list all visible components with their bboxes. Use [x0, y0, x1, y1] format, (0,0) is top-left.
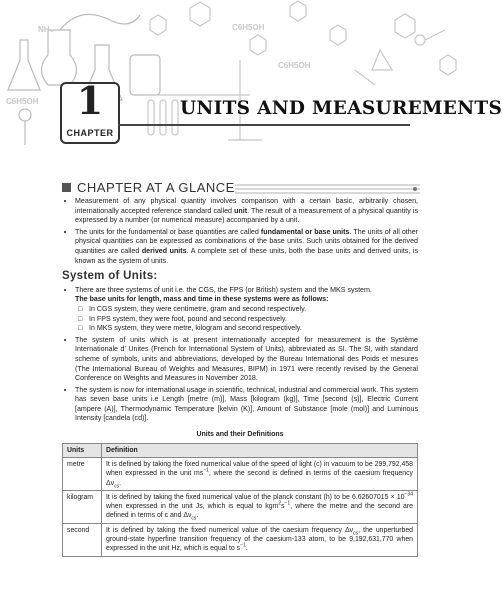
chapter-label: CHAPTER	[66, 128, 114, 138]
table-header-row	[63, 443, 418, 457]
banner-formula: NH₃	[38, 25, 54, 34]
unit-cell: kilogram	[63, 490, 102, 523]
intro-item: • The units for the fundamental or base quantities are called fundamental or base units. The units of all other physical quantities can be expressed as combinations of the base units. Such units obtained for the derived quantities are called derived units. A complete set of these units, both the base units and derived units, is known as the system of units.	[75, 228, 418, 266]
units-definitions-table	[62, 443, 418, 557]
systems-subitem: □ In FPS system, they were foot, pound and second respectively.	[89, 315, 418, 325]
banner-formula: C6H5OH	[6, 97, 39, 106]
chapter-number: 1	[76, 78, 104, 123]
chapter-title: UNITS AND MEASUREMENTS	[180, 98, 502, 119]
systems-subitem: □ In CGS system, they were centimetre, gram and second respectively.	[89, 305, 418, 315]
base-units-note: The base units for length, mass and time in these systems were as follows:	[75, 295, 329, 304]
glance-heading-text: CHAPTER AT A GLANCE	[77, 180, 235, 195]
chapter-banner	[0, 0, 502, 150]
intro-list	[62, 197, 418, 266]
header-units: Units	[63, 443, 102, 457]
systems-item: • There are three systems of unit i.e. the CGS, the FPS (or British) system and the MKS system. The base units for length, mass and time in these systems were as follows: □ In CGS system, they were centimetre, gram and second respectively. □ In FPS system, they were foot, pound and second respectively. □ In MKS system, they were metre, kilogram and second respectively.	[75, 286, 418, 334]
unit-cell: second	[63, 523, 102, 556]
definition-cell: It is defined by taking the fixed numerical value of the caesium frequency $\Delta\nu_{cs}$, the unperturbed ground-state hyperfine transition frequency of the caesium-133 atom, to be 9,192,631,770 when expressed in the unit Hz, which is equal to $s^{-1}$.	[102, 523, 418, 556]
title-underline	[118, 124, 410, 126]
definition-cell: It is defined by taking the fixed numerical value of the speed of light (c) in vacuum to be 299,792,458 when expressed in the unit $ms^{-1}$, where the second is defined in terms of the caesium frequency $\Delta\nu_{cs}$.	[102, 457, 418, 490]
chapter-content	[62, 197, 418, 557]
systems-item: • The system is now for international usage in scientific, technical, industrial and commercial work. This system has seven base units i.e Length [metre (m)], Mass [kilogram (kg)], Time [second (s)], Electric Current [ampere (A)], Thermodynamic Temperature [kelvin (K)], Amount of Substance [mole (mol)] and Luminous Intensity [candela (cd)].	[75, 386, 418, 424]
square-bullet-icon	[62, 183, 71, 192]
unit-cell: metre	[63, 457, 102, 490]
section-heading-system-of-units: System of Units:	[62, 270, 158, 283]
banner-formula: C6H5OH	[278, 61, 311, 70]
chapter-number-box	[60, 78, 120, 144]
systems-item: • The system of units which is at present internationally accepted for measurement is the Système Internationale d’ Unites (French for International System of Units), abbreviated as SI. The SI, with standard scheme of symbols, units and abbreviations, developed by the Bureau International des Poids et mesures (The International Bureau of Weights and Measures, BIPM) in 1971 were recently revised by the General Conference on Weights and Measures in November 2018.	[75, 336, 418, 384]
heading-decor-lines	[235, 182, 420, 196]
intro-item: • Measurement of any physical quantity involves comparison with a certain basic, arbitrarily chosen, internationally accepted reference standard called unit. The result of a measurement of a physical quantity is expressed by a number (or numerical measure) accompanied by a unit.	[75, 197, 418, 226]
table-row	[63, 523, 418, 556]
systems-list	[62, 286, 418, 424]
banner-formula: C6H5OH	[232, 23, 265, 32]
systems-subitem: □ In MKS system, they were metre, kilogram and second respectively.	[89, 324, 418, 334]
glance-heading	[62, 180, 235, 195]
table-caption: Units and their Definitions	[196, 431, 284, 439]
systems-sublist	[75, 305, 418, 334]
table-row	[63, 490, 418, 523]
table-row	[63, 457, 418, 490]
definition-cell: It is defined by taking the fixed numerical value of the planck constant (h) to be $6.62607015 \times 10^{-34}$ when expressed in the unit Js, which is equal to $kgm^2s^{-1}$, where the metre and the second are defined in terms of c and $\Delta\nu_{cs}$.	[102, 490, 418, 523]
header-definition: Definition	[102, 443, 418, 457]
